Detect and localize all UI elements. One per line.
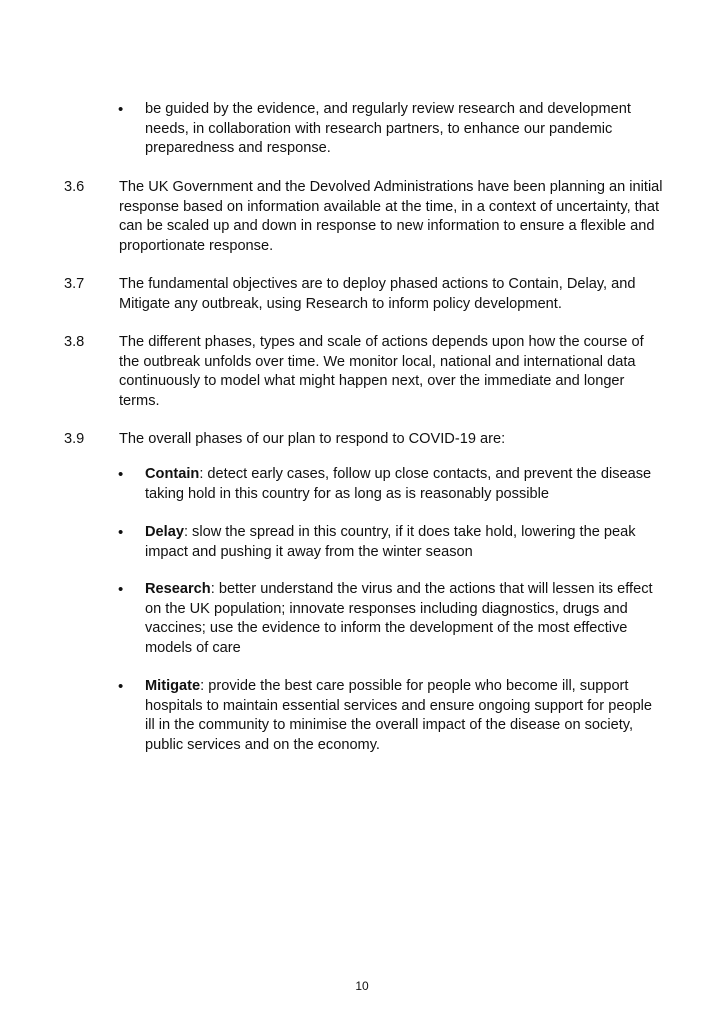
bullet-icon: [118, 677, 138, 698]
phase-item-research: [118, 580, 658, 658]
phase-text: [145, 580, 658, 658]
bullet-item-evidence: [118, 100, 658, 159]
bullet-icon: [118, 523, 138, 544]
phase-text: [145, 677, 658, 755]
bullet-icon: [118, 580, 138, 601]
phase-term: Contain: [145, 466, 200, 482]
phase-text: [145, 465, 658, 504]
paragraph-number: 3.7: [64, 276, 85, 292]
paragraph-3-8: [64, 333, 664, 411]
bullet-text: be guided by the evidence, and regularly review research and development needs, in collaboration with research partners, to enhance our pandemic preparedness and response.: [145, 101, 631, 157]
paragraph-number: 3.9: [64, 431, 85, 447]
phase-item-contain: [118, 465, 658, 504]
phase-term: Research: [145, 581, 211, 597]
phase-text: [145, 523, 658, 562]
paragraph-text: The fundamental objectives are to deploy phased actions to Contain, Delay, and Mitigate any outbreak, using Research to inform policy development.: [119, 276, 636, 312]
page-number: 10: [355, 979, 369, 993]
paragraph-text: The overall phases of our plan to respond to COVID-19 are:: [119, 431, 506, 447]
paragraph-3-6: [64, 178, 664, 256]
bullet-icon: [118, 465, 138, 486]
paragraph-number: 3.6: [64, 179, 85, 195]
phase-description: : detect early cases, follow up close contacts, and prevent the disease taking hold in this country for as long as is reasonably possible: [145, 466, 652, 502]
paragraph-3-7: [64, 275, 664, 314]
paragraph-text: The UK Government and the Devolved Administrations have been planning an initial response based on information available at the time, in a context of uncertainty, that can be scaled up and down in response to new information to ensure a flexible and proportionate response.: [119, 179, 663, 254]
bullet-icon: [118, 100, 138, 121]
phase-term: Delay: [145, 524, 184, 540]
phase-term: Mitigate: [145, 678, 201, 694]
paragraph-3-9: [64, 430, 664, 450]
phase-description: : better understand the virus and the actions that will lessen its effect on the UK population; innovate responses including diagnostics, drugs and vaccines; use the evidence to inform the development of the most effective models of care: [145, 581, 653, 656]
paragraph-number: 3.8: [64, 334, 85, 350]
phase-item-delay: [118, 523, 658, 562]
paragraph-text: The different phases, types and scale of actions depends upon how the course of the outbreak unfolds over time. We monitor local, national and international data continuously to model what might happen next, over the immediate and longer terms.: [119, 334, 644, 409]
phase-description: : provide the best care possible for people who become ill, support hospitals to maintain essential services and ensure ongoing support for people ill in the community to minimise the overall impact of the disease on society, public services and on the economy.: [145, 678, 653, 753]
phase-item-mitigate: [118, 677, 658, 755]
phase-description: : slow the spread in this country, if it does take hold, lowering the peak impact and pushing it away from the winter season: [145, 524, 636, 560]
